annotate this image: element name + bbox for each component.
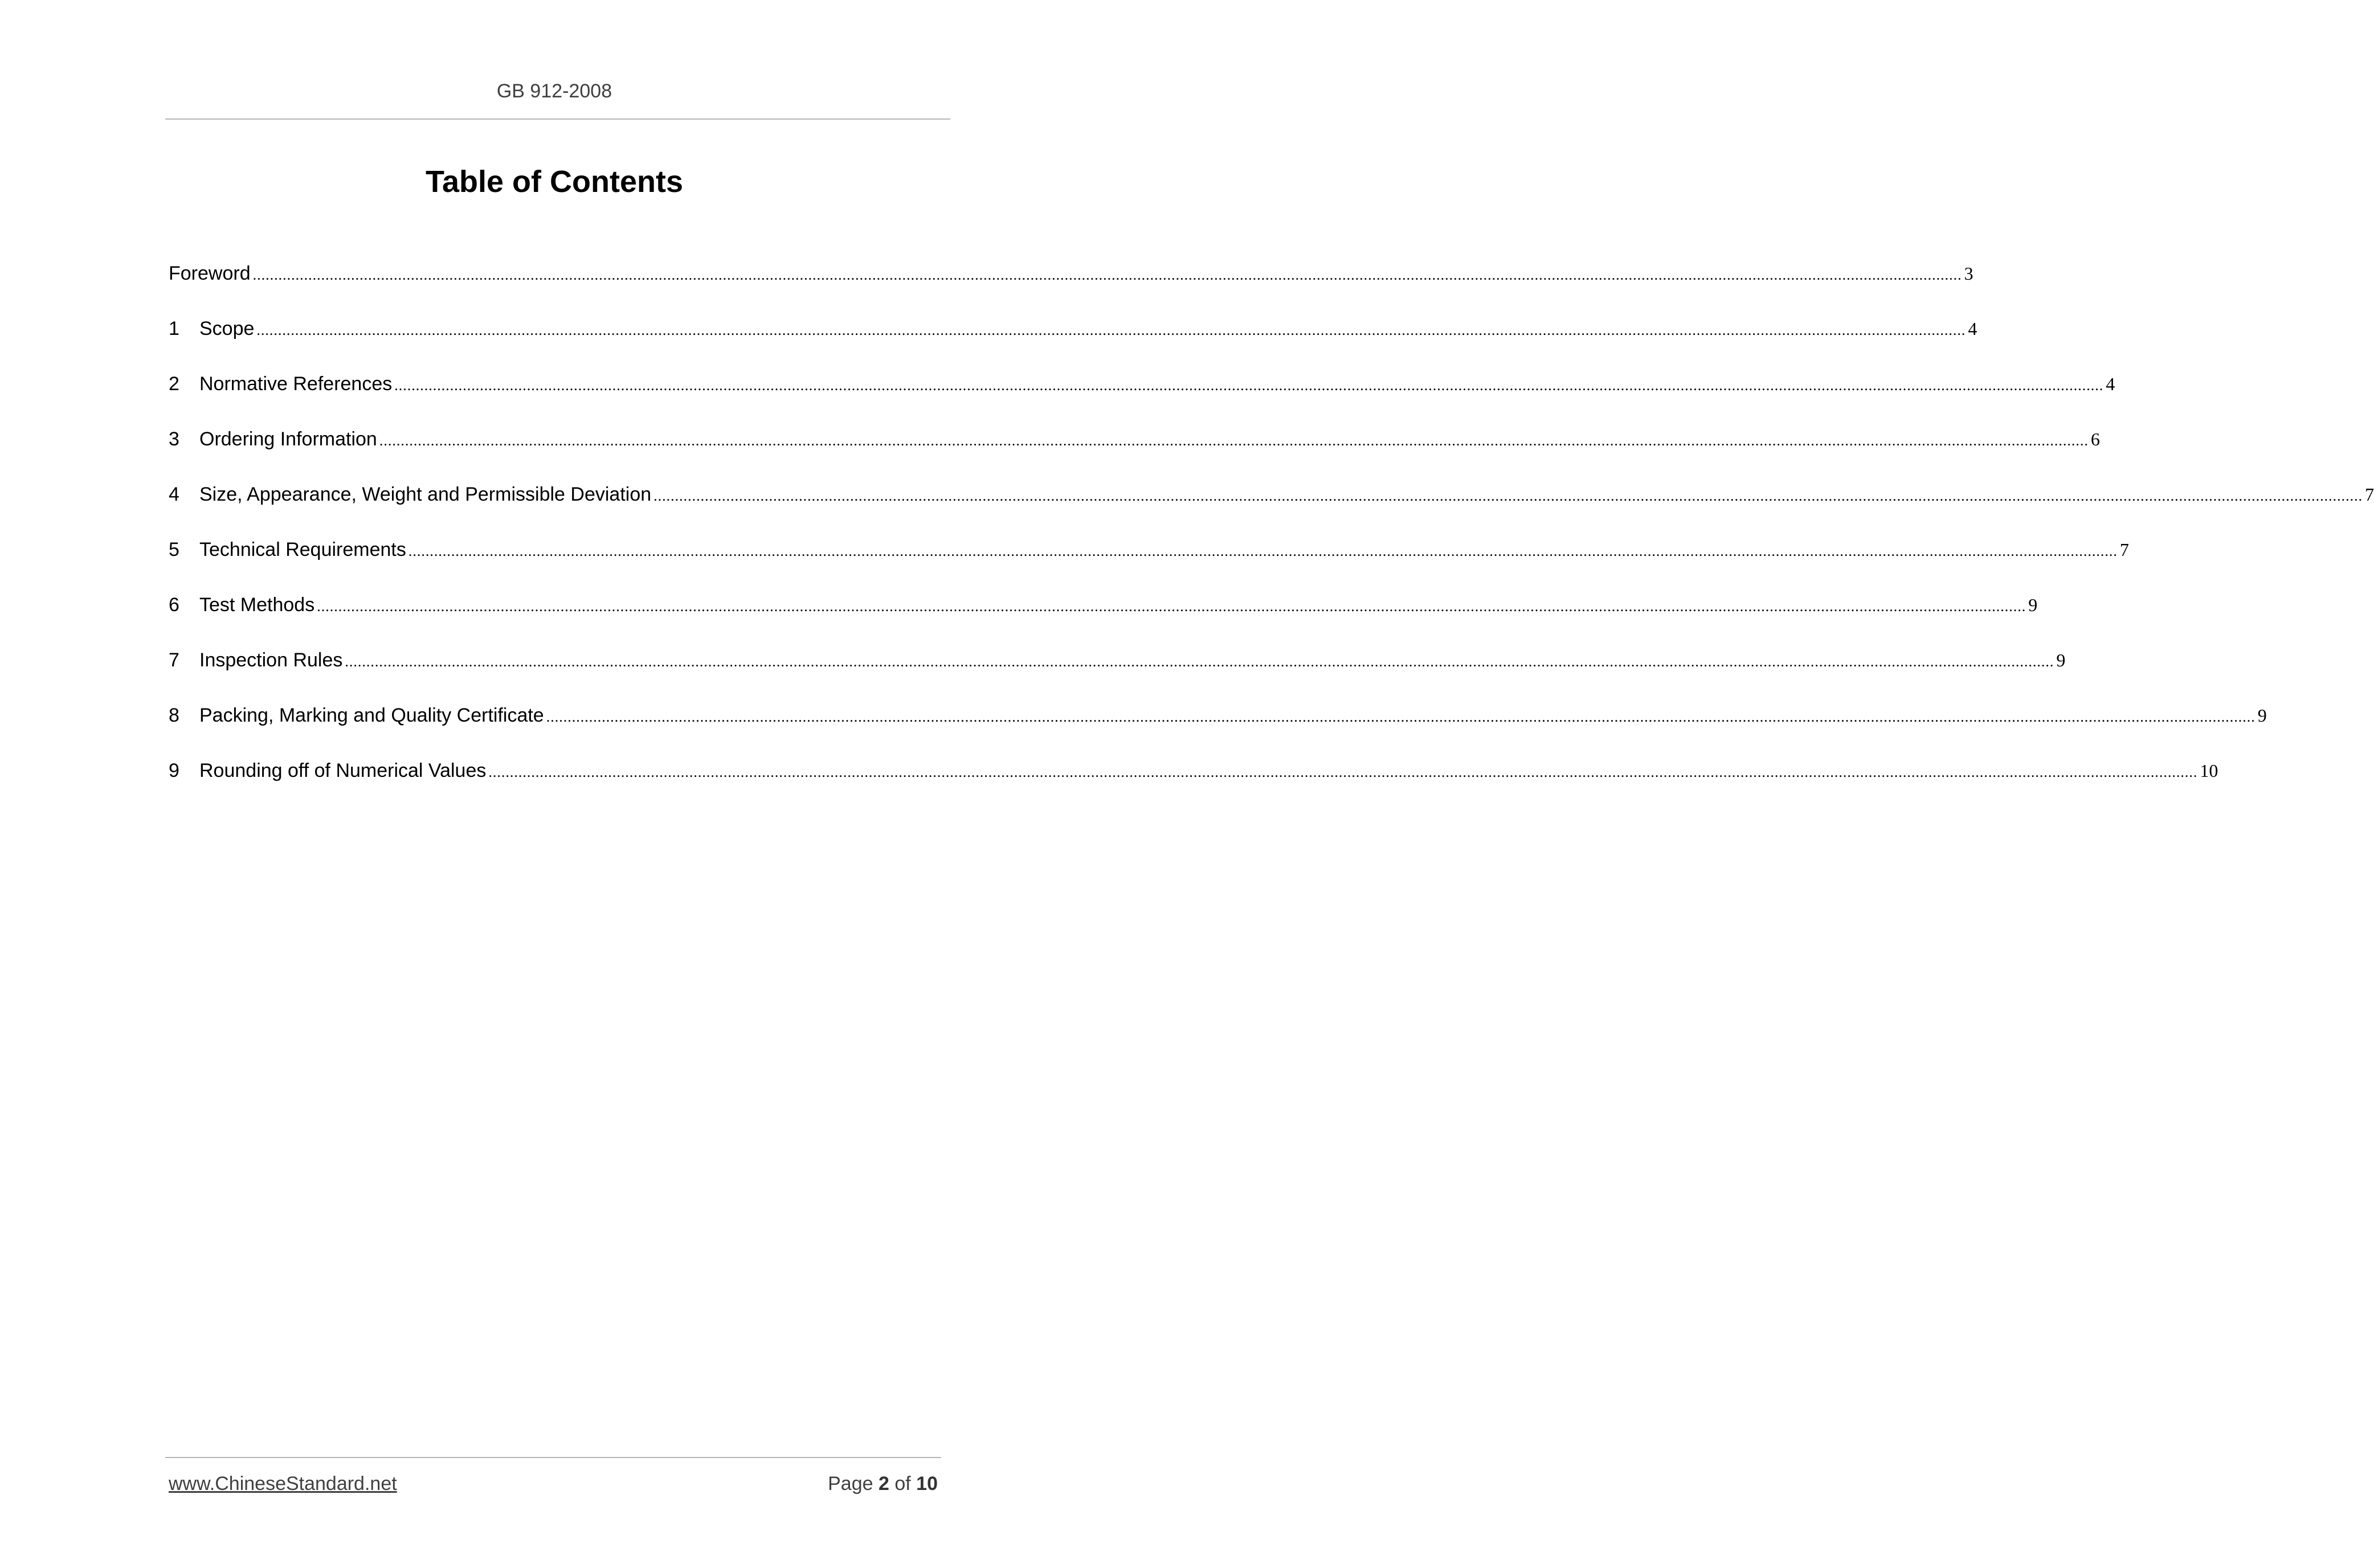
toc-entry-title[interactable]: Rounding off of Numerical Values: [199, 760, 487, 781]
toc-entry-ordering-information[interactable]: [169, 423, 2100, 478]
toc-dot-leader: ................................................................................................................................................................................................................................................................................................................................................................................................................: [345, 653, 2054, 670]
toc-entry-number: 1: [169, 318, 179, 339]
toc-entry-page[interactable]: 10: [2200, 760, 2218, 781]
page-title: Table of Contents: [426, 165, 683, 199]
toc-entry-page[interactable]: 7: [2119, 539, 2129, 560]
toc-entry-page[interactable]: 4: [2106, 374, 2115, 394]
toc-entry-page[interactable]: 3: [1964, 263, 1973, 284]
website-link[interactable]: www.ChineseStandard.net: [169, 1473, 397, 1495]
toc-entry-title[interactable]: Size, Appearance, Weight and Permissible Deviation: [199, 484, 652, 505]
toc-entry-title[interactable]: Technical Requirements: [199, 539, 406, 560]
toc-entry-number: 5: [169, 539, 179, 560]
header-divider: [165, 118, 950, 120]
footer-divider: [165, 1457, 941, 1458]
toc-entry-number: 4: [169, 484, 179, 505]
toc-entry-page[interactable]: 6: [2090, 429, 2100, 449]
toc-dot-leader: ................................................................................................................................................................................................................................................................................................................................................................................................................: [546, 709, 2255, 725]
toc-entry-packing-marking[interactable]: [169, 699, 2267, 755]
toc-entry-test-methods[interactable]: [169, 589, 2038, 644]
toc-dot-leader: ................................................................................................................................................................................................................................................................................................................................................................................................................: [394, 377, 2104, 394]
toc-entry-technical-requirements[interactable]: [169, 534, 2129, 589]
toc-entry-page[interactable]: 9: [2257, 705, 2267, 726]
toc-dot-leader: ................................................................................................................................................................................................................................................................................................................................................................................................................: [256, 322, 1966, 338]
toc-entry-number: 6: [169, 594, 179, 616]
page-header: GB 912-2008: [496, 80, 612, 102]
toc-entry-number: 9: [169, 760, 179, 781]
toc-dot-leader: ................................................................................................................................................................................................................................................................................................................................................................................................................: [653, 488, 2363, 504]
page-number: [828, 1472, 938, 1496]
toc-entry-title[interactable]: Normative References: [199, 373, 393, 395]
toc-entry-inspection-rules[interactable]: [169, 644, 2066, 699]
page-of-label: of: [894, 1473, 911, 1495]
toc-entry-title[interactable]: Inspection Rules: [199, 649, 343, 671]
toc-entry-size-appearance[interactable]: [169, 478, 2374, 534]
toc-entry-title[interactable]: Packing, Marking and Quality Certificate: [199, 705, 544, 726]
toc-entry-normative-references[interactable]: [169, 368, 2115, 423]
toc-entry-title[interactable]: Foreword: [169, 263, 251, 284]
toc-entry-page[interactable]: 9: [2028, 595, 2038, 615]
toc-entry-page[interactable]: 4: [1968, 318, 1977, 339]
toc-entry-page[interactable]: 7: [2365, 484, 2374, 505]
toc-entry-title[interactable]: Test Methods: [199, 594, 315, 616]
toc-entry-page[interactable]: 9: [2056, 650, 2066, 670]
toc-dot-leader: ................................................................................................................................................................................................................................................................................................................................................................................................................: [408, 543, 2118, 559]
toc-entry-scope[interactable]: [169, 313, 1977, 368]
toc-entry-number: 7: [169, 649, 179, 671]
table-of-contents: [169, 257, 2374, 810]
toc-dot-leader: ................................................................................................................................................................................................................................................................................................................................................................................................................: [379, 432, 2089, 449]
toc-entry-number: 8: [169, 705, 179, 726]
total-pages-number: 10: [916, 1473, 938, 1495]
toc-entry-foreword[interactable]: [169, 257, 1973, 313]
toc-dot-leader: ................................................................................................................................................................................................................................................................................................................................................................................................................: [488, 764, 2198, 780]
page-prefix: Page: [828, 1473, 873, 1495]
toc-dot-leader: ................................................................................................................................................................................................................................................................................................................................................................................................................: [317, 598, 2026, 615]
toc-entry-title[interactable]: Ordering Information: [199, 428, 377, 450]
toc-entry-rounding-off[interactable]: [169, 755, 2218, 810]
toc-entry-number: 3: [169, 428, 179, 450]
current-page-number: 2: [878, 1473, 889, 1495]
toc-entry-number: 2: [169, 373, 179, 395]
toc-dot-leader: ................................................................................................................................................................................................................................................................................................................................................................................................................: [252, 267, 1962, 283]
toc-entry-title[interactable]: Scope: [199, 318, 255, 339]
